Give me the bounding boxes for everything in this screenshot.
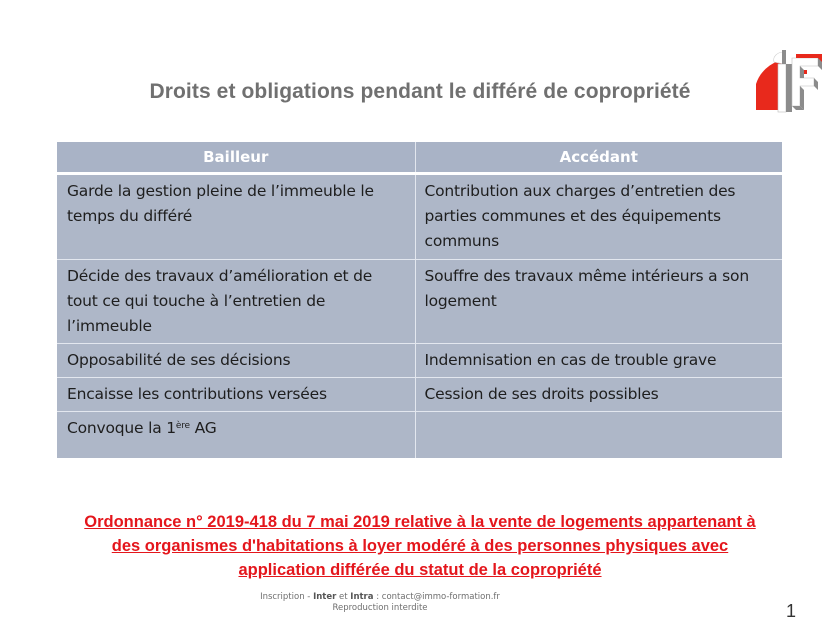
cell-bailleur [57, 412, 415, 459]
footer [230, 592, 530, 614]
footer-bold: Intra [350, 592, 374, 602]
table-row [57, 378, 782, 412]
table-row [57, 344, 782, 378]
cell-bailleur: Décide des travaux d’amélioration et de tout ce qui touche à l’entretien de l’immeuble [57, 260, 415, 344]
immo-formation-logo-icon [752, 44, 826, 116]
footer-line-2: Reproduction interdite [332, 603, 428, 613]
cell-accedant [415, 412, 782, 459]
cell-bailleur: Opposabilité de ses décisions [57, 344, 415, 378]
cell-text: Convoque la 1 [67, 419, 176, 437]
page-number: 1 [786, 601, 797, 621]
table-row [57, 260, 782, 344]
column-header-bailleur: Bailleur [57, 142, 415, 174]
cell-accedant: Cession de ses droits possibles [415, 378, 782, 412]
slide-title: Droits et obligations pendant le différé de copropriété [149, 80, 691, 103]
rights-obligations-table [57, 142, 782, 458]
footer-text: Inscription - [260, 592, 314, 602]
footer-line-1 [230, 592, 530, 603]
cell-accedant: Souffre des travaux même intérieurs a son logement [415, 260, 782, 344]
ordonnance-reference: Ordonnance n° 2019-418 du 7 mai 2019 relative à la vente de logements appartenant à des organismes d'habitations à loyer modéré à des personnes physiques avec application différée du statut de la copropriété [84, 513, 756, 579]
table-row [57, 174, 782, 260]
footer-contact: : contact@immo-formation.fr [373, 592, 500, 602]
cell-accedant: Contribution aux charges d’entretien des parties communes et des équipements communs [415, 174, 782, 260]
superscript: ère [175, 421, 190, 431]
cell-bailleur: Encaisse les contributions versées [57, 378, 415, 412]
cell-accedant: Indemnisation en cas de trouble grave [415, 344, 782, 378]
footer-bold: Inter [313, 592, 337, 602]
table-header-row [57, 142, 782, 174]
cell-bailleur: Garde la gestion pleine de l’immeuble le temps du différé [57, 174, 415, 260]
column-header-accedant: Accédant [415, 142, 782, 174]
table-row [57, 412, 782, 459]
cell-text: AG [189, 419, 217, 437]
footer-text: et [336, 592, 351, 602]
